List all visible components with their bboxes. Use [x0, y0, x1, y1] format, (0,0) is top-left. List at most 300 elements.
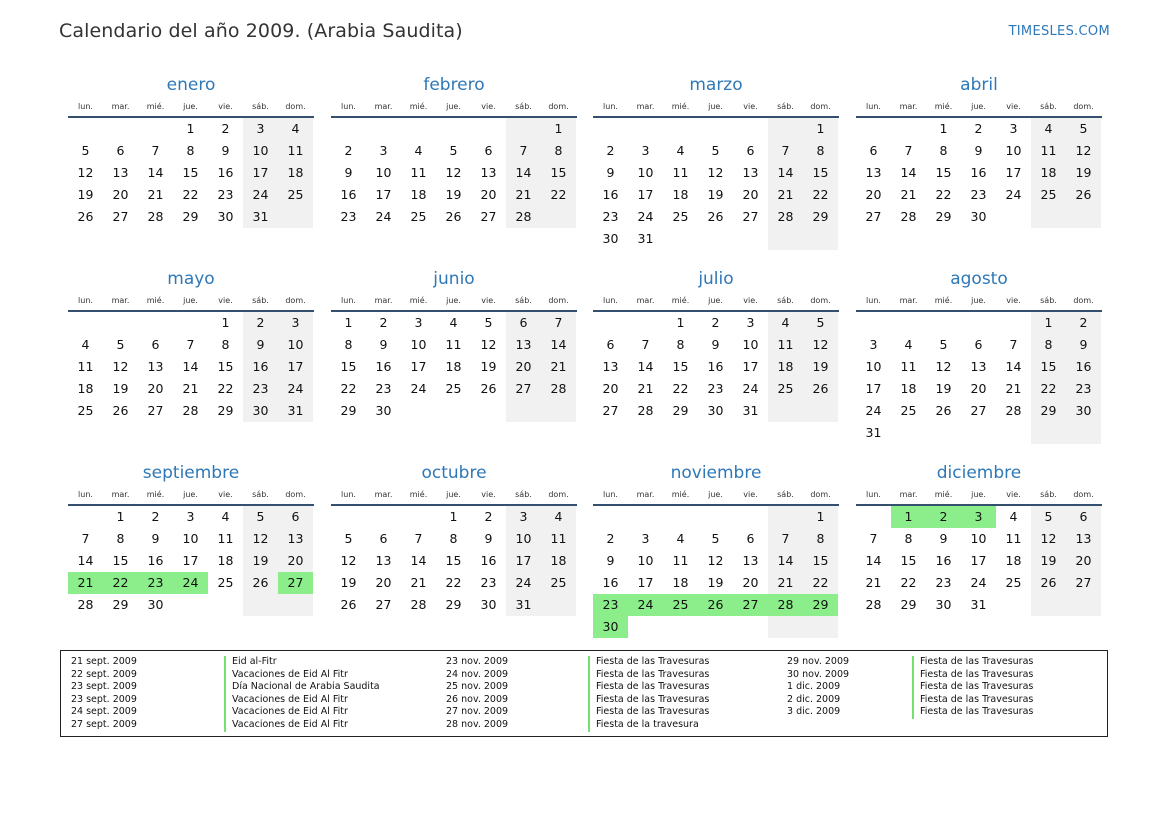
day-cell[interactable]: 31 — [865, 425, 882, 440]
day-cell[interactable]: 2 — [151, 509, 160, 524]
day-cell[interactable]: 9 — [711, 337, 720, 352]
day-cell[interactable]: 15 — [935, 165, 952, 180]
day-cell[interactable]: 10 — [637, 165, 654, 180]
day-cell[interactable]: 20 — [1066, 550, 1101, 572]
day-cell[interactable]: 6 — [506, 312, 541, 334]
day-cell[interactable]: 28 — [1005, 403, 1022, 418]
day-cell[interactable]: 17 — [410, 359, 427, 374]
day-cell[interactable]: 27 — [506, 378, 541, 400]
day-cell[interactable]: 13 — [742, 165, 759, 180]
day-cell[interactable]: 21 — [506, 184, 541, 206]
day-cell[interactable]: 4 — [1031, 118, 1066, 140]
day-cell[interactable]: 8 — [904, 531, 913, 546]
day-cell[interactable]: 17 — [637, 575, 654, 590]
day-cell[interactable]: 27 — [147, 403, 164, 418]
day-cell[interactable]: 31 — [742, 403, 759, 418]
day-cell[interactable]: 4 — [676, 143, 685, 158]
day-cell[interactable]: 16 — [1066, 356, 1101, 378]
day-cell[interactable]: 18 — [672, 187, 689, 202]
day-cell[interactable]: 6 — [746, 143, 755, 158]
day-cell[interactable]: 2 — [221, 121, 230, 136]
day-cell[interactable]: 22 — [340, 381, 357, 396]
day-cell[interactable]: 10 — [865, 359, 882, 374]
day-cell[interactable]: 9 — [974, 143, 983, 158]
day-cell[interactable]: 13 — [1066, 528, 1101, 550]
day-cell[interactable]: 24 — [637, 209, 654, 224]
day-cell[interactable]: 12 — [707, 553, 724, 568]
day-cell[interactable]: 28 — [147, 209, 164, 224]
day-cell[interactable]: 12 — [1066, 140, 1101, 162]
day-cell[interactable]: 27 — [112, 209, 129, 224]
day-cell[interactable]: 7 — [414, 531, 423, 546]
day-cell[interactable]: 21 — [637, 381, 654, 396]
day-cell[interactable]: 22 — [541, 184, 576, 206]
day-cell[interactable]: 18 — [541, 550, 576, 572]
day-cell[interactable]: 29 — [112, 597, 129, 612]
day-cell[interactable]: 7 — [641, 337, 650, 352]
day-cell[interactable]: 4 — [221, 509, 230, 524]
day-cell[interactable]: 5 — [116, 337, 125, 352]
day-cell[interactable]: 20 — [375, 575, 392, 590]
day-cell[interactable]: 18 — [410, 187, 427, 202]
day-cell[interactable]: 10 — [278, 334, 313, 356]
day-cell[interactable]: 21 — [68, 572, 103, 594]
day-cell[interactable]: 25 — [541, 572, 576, 594]
day-cell[interactable]: 10 — [637, 553, 654, 568]
day-cell[interactable]: 24 — [375, 209, 392, 224]
day-cell[interactable]: 14 — [541, 334, 576, 356]
day-cell[interactable]: 18 — [217, 553, 234, 568]
day-cell[interactable]: 1 — [449, 509, 458, 524]
day-cell[interactable]: 8 — [803, 140, 838, 162]
day-cell[interactable]: 19 — [707, 187, 724, 202]
day-cell[interactable]: 9 — [1066, 334, 1101, 356]
day-cell[interactable]: 25 — [217, 575, 234, 590]
day-cell[interactable]: 11 — [445, 337, 462, 352]
day-cell[interactable]: 3 — [641, 143, 650, 158]
day-cell[interactable]: 12 — [707, 165, 724, 180]
day-cell[interactable]: 11 — [672, 553, 689, 568]
day-cell[interactable]: 25 — [278, 184, 313, 206]
day-cell[interactable]: 5 — [1031, 506, 1066, 528]
day-cell[interactable]: 24 — [865, 403, 882, 418]
day-cell[interactable]: 13 — [480, 165, 497, 180]
day-cell[interactable]: 28 — [865, 597, 882, 612]
day-cell[interactable]: 25 — [768, 378, 803, 400]
day-cell[interactable]: 11 — [77, 359, 94, 374]
day-cell[interactable]: 5 — [711, 143, 720, 158]
day-cell[interactable]: 28 — [506, 206, 541, 228]
day-cell[interactable]: 16 — [935, 553, 952, 568]
day-cell[interactable]: 4 — [81, 337, 90, 352]
day-cell[interactable]: 4 — [768, 312, 803, 334]
day-cell[interactable]: 28 — [900, 209, 917, 224]
day-cell[interactable]: 16 — [243, 356, 278, 378]
day-cell[interactable]: 16 — [147, 553, 164, 568]
day-cell[interactable]: 18 — [1005, 553, 1022, 568]
day-cell[interactable]: 11 — [410, 165, 427, 180]
day-cell[interactable]: 7 — [1009, 337, 1018, 352]
day-cell[interactable]: 2 — [974, 121, 983, 136]
day-cell[interactable]: 20 — [742, 187, 759, 202]
day-cell[interactable]: 6 — [974, 337, 983, 352]
day-cell[interactable]: 7 — [904, 143, 913, 158]
day-cell[interactable]: 1 — [344, 315, 353, 330]
day-cell[interactable]: 16 — [375, 359, 392, 374]
day-cell[interactable]: 20 — [480, 187, 497, 202]
day-cell[interactable]: 6 — [379, 531, 388, 546]
day-cell[interactable]: 17 — [637, 187, 654, 202]
day-cell[interactable]: 6 — [278, 506, 313, 528]
day-cell[interactable]: 5 — [449, 143, 458, 158]
day-cell[interactable]: 25 — [77, 403, 94, 418]
day-cell[interactable]: 31 — [243, 206, 278, 228]
day-cell[interactable]: 5 — [243, 506, 278, 528]
day-cell[interactable]: 2 — [1066, 312, 1101, 334]
day-cell[interactable]: 24 — [410, 381, 427, 396]
day-cell[interactable]: 28 — [541, 378, 576, 400]
day-cell[interactable]: 4 — [278, 118, 313, 140]
day-cell[interactable]: 29 — [900, 597, 917, 612]
day-cell[interactable]: 14 — [77, 553, 94, 568]
day-cell[interactable]: 20 — [865, 187, 882, 202]
day-cell[interactable]: 7 — [541, 312, 576, 334]
day-cell[interactable]: 31 — [637, 231, 654, 246]
day-cell[interactable]: 11 — [672, 165, 689, 180]
day-cell[interactable]: 12 — [935, 359, 952, 374]
day-cell[interactable]: 23 — [217, 187, 234, 202]
day-cell[interactable]: 28 — [410, 597, 427, 612]
day-cell[interactable]: 14 — [637, 359, 654, 374]
day-cell[interactable]: 19 — [707, 575, 724, 590]
day-cell[interactable]: 12 — [112, 359, 129, 374]
day-cell[interactable]: 13 — [147, 359, 164, 374]
day-cell[interactable]: 14 — [768, 162, 803, 184]
day-cell[interactable]: 22 — [445, 575, 462, 590]
day-cell[interactable]: 19 — [243, 550, 278, 572]
day-cell[interactable]: 30 — [243, 400, 278, 422]
day-cell[interactable]: 11 — [900, 359, 917, 374]
day-cell[interactable]: 14 — [506, 162, 541, 184]
day-cell[interactable]: 15 — [803, 550, 838, 572]
day-cell[interactable]: 30 — [147, 597, 164, 612]
day-cell[interactable]: 8 — [541, 140, 576, 162]
day-cell[interactable]: 1 — [1031, 312, 1066, 334]
day-cell[interactable]: 17 — [970, 553, 987, 568]
day-cell[interactable]: 20 — [278, 550, 313, 572]
day-cell[interactable]: 26 — [480, 381, 497, 396]
day-cell[interactable]: 13 — [602, 359, 619, 374]
day-cell[interactable]: 14 — [768, 550, 803, 572]
day-cell[interactable]: 28 — [637, 403, 654, 418]
day-cell[interactable]: 9 — [484, 531, 493, 546]
day-cell[interactable]: 12 — [77, 165, 94, 180]
day-cell[interactable]: 26 — [112, 403, 129, 418]
day-cell[interactable]: 25 — [445, 381, 462, 396]
day-cell[interactable]: 27 — [733, 594, 768, 616]
day-cell[interactable]: 4 — [541, 506, 576, 528]
day-cell[interactable]: 23 — [602, 209, 619, 224]
day-cell[interactable]: 9 — [344, 165, 353, 180]
day-cell[interactable]: 25 — [1031, 184, 1066, 206]
day-cell[interactable]: 26 — [77, 209, 94, 224]
day-cell[interactable]: 24 — [970, 575, 987, 590]
day-cell[interactable]: 27 — [742, 209, 759, 224]
day-cell[interactable]: 11 — [278, 140, 313, 162]
day-cell[interactable]: 21 — [182, 381, 199, 396]
day-cell[interactable]: 16 — [970, 165, 987, 180]
day-cell[interactable]: 15 — [1031, 356, 1066, 378]
day-cell[interactable]: 16 — [480, 553, 497, 568]
day-cell[interactable]: 16 — [217, 165, 234, 180]
day-cell[interactable]: 23 — [935, 575, 952, 590]
day-cell[interactable]: 3 — [506, 506, 541, 528]
day-cell[interactable]: 27 — [278, 572, 313, 594]
day-cell[interactable]: 17 — [865, 381, 882, 396]
day-cell[interactable]: 6 — [746, 531, 755, 546]
day-cell[interactable]: 20 — [506, 356, 541, 378]
day-cell[interactable]: 12 — [445, 165, 462, 180]
day-cell[interactable]: 21 — [1005, 381, 1022, 396]
day-cell[interactable]: 30 — [935, 597, 952, 612]
day-cell[interactable]: 10 — [410, 337, 427, 352]
day-cell[interactable]: 29 — [182, 209, 199, 224]
day-cell[interactable]: 15 — [541, 162, 576, 184]
day-cell[interactable]: 8 — [186, 143, 195, 158]
day-cell[interactable]: 22 — [672, 381, 689, 396]
day-cell[interactable]: 22 — [803, 184, 838, 206]
day-cell[interactable]: 26 — [698, 594, 733, 616]
day-cell[interactable]: 16 — [707, 359, 724, 374]
day-cell[interactable]: 12 — [1031, 528, 1066, 550]
day-cell[interactable]: 29 — [1031, 400, 1066, 422]
day-cell[interactable]: 18 — [445, 359, 462, 374]
day-cell[interactable]: 29 — [803, 206, 838, 228]
day-cell[interactable]: 18 — [768, 356, 803, 378]
day-cell[interactable]: 15 — [900, 553, 917, 568]
day-cell[interactable]: 19 — [1066, 162, 1101, 184]
day-cell[interactable]: 7 — [768, 528, 803, 550]
day-cell[interactable]: 14 — [865, 553, 882, 568]
day-cell[interactable]: 13 — [506, 334, 541, 356]
day-cell[interactable]: 29 — [217, 403, 234, 418]
day-cell[interactable]: 22 — [103, 572, 138, 594]
day-cell[interactable]: 30 — [375, 403, 392, 418]
day-cell[interactable]: 19 — [1031, 550, 1066, 572]
day-cell[interactable]: 5 — [711, 531, 720, 546]
day-cell[interactable]: 3 — [186, 509, 195, 524]
day-cell[interactable]: 17 — [375, 187, 392, 202]
day-cell[interactable]: 29 — [803, 594, 838, 616]
day-cell[interactable]: 17 — [182, 553, 199, 568]
day-cell[interactable]: 26 — [1066, 184, 1101, 206]
day-cell[interactable]: 27 — [970, 403, 987, 418]
day-cell[interactable]: 25 — [672, 209, 689, 224]
day-cell[interactable]: 6 — [1066, 506, 1101, 528]
day-cell[interactable]: 4 — [449, 315, 458, 330]
day-cell[interactable]: 13 — [375, 553, 392, 568]
day-cell[interactable]: 2 — [606, 531, 615, 546]
day-cell[interactable]: 2 — [606, 143, 615, 158]
day-cell[interactable]: 11 — [541, 528, 576, 550]
day-cell[interactable]: 1 — [186, 121, 195, 136]
day-cell[interactable]: 26 — [340, 597, 357, 612]
day-cell[interactable]: 3 — [1009, 121, 1018, 136]
day-cell[interactable]: 10 — [506, 528, 541, 550]
day-cell[interactable]: 10 — [970, 531, 987, 546]
day-cell[interactable]: 23 — [480, 575, 497, 590]
day-cell[interactable]: 19 — [803, 356, 838, 378]
day-cell[interactable]: 15 — [445, 553, 462, 568]
day-cell[interactable]: 30 — [480, 597, 497, 612]
day-cell[interactable]: 3 — [961, 506, 996, 528]
day-cell[interactable]: 5 — [939, 337, 948, 352]
day-cell[interactable]: 2 — [711, 315, 720, 330]
day-cell[interactable]: 16 — [602, 575, 619, 590]
day-cell[interactable]: 15 — [340, 359, 357, 374]
day-cell[interactable]: 29 — [672, 403, 689, 418]
day-cell[interactable]: 3 — [641, 531, 650, 546]
day-cell[interactable]: 14 — [410, 553, 427, 568]
day-cell[interactable]: 24 — [506, 572, 541, 594]
day-cell[interactable]: 13 — [865, 165, 882, 180]
day-cell[interactable]: 22 — [1031, 378, 1066, 400]
day-cell[interactable]: 13 — [112, 165, 129, 180]
day-cell[interactable]: 23 — [138, 572, 173, 594]
day-cell[interactable]: 13 — [278, 528, 313, 550]
day-cell[interactable]: 2 — [484, 509, 493, 524]
day-cell[interactable]: 28 — [77, 597, 94, 612]
day-cell[interactable]: 7 — [151, 143, 160, 158]
day-cell[interactable]: 2 — [379, 315, 388, 330]
day-cell[interactable]: 9 — [221, 143, 230, 158]
day-cell[interactable]: 19 — [480, 359, 497, 374]
day-cell[interactable]: 26 — [243, 572, 278, 594]
day-cell[interactable]: 4 — [676, 531, 685, 546]
day-cell[interactable]: 24 — [173, 572, 208, 594]
day-cell[interactable]: 20 — [742, 575, 759, 590]
day-cell[interactable]: 20 — [112, 187, 129, 202]
day-cell[interactable]: 13 — [742, 553, 759, 568]
day-cell[interactable]: 15 — [182, 165, 199, 180]
day-cell[interactable]: 26 — [803, 378, 838, 400]
day-cell[interactable]: 6 — [116, 143, 125, 158]
day-cell[interactable]: 1 — [676, 315, 685, 330]
day-cell[interactable]: 10 — [243, 140, 278, 162]
day-cell[interactable]: 22 — [803, 572, 838, 594]
day-cell[interactable]: 11 — [217, 531, 234, 546]
day-cell[interactable]: 26 — [445, 209, 462, 224]
day-cell[interactable]: 8 — [116, 531, 125, 546]
day-cell[interactable]: 7 — [81, 531, 90, 546]
day-cell[interactable]: 8 — [344, 337, 353, 352]
day-cell[interactable]: 21 — [865, 575, 882, 590]
day-cell[interactable]: 7 — [768, 140, 803, 162]
day-cell[interactable]: 22 — [182, 187, 199, 202]
day-cell[interactable]: 19 — [112, 381, 129, 396]
day-cell[interactable]: 4 — [414, 143, 423, 158]
day-cell[interactable]: 25 — [410, 209, 427, 224]
day-cell[interactable]: 20 — [970, 381, 987, 396]
day-cell[interactable]: 6 — [606, 337, 615, 352]
day-cell[interactable]: 13 — [970, 359, 987, 374]
day-cell[interactable]: 3 — [414, 315, 423, 330]
day-cell[interactable]: 2 — [344, 143, 353, 158]
day-cell[interactable]: 9 — [151, 531, 160, 546]
day-cell[interactable]: 1 — [541, 118, 576, 140]
day-cell[interactable]: 8 — [676, 337, 685, 352]
day-cell[interactable]: 21 — [147, 187, 164, 202]
day-cell[interactable]: 19 — [340, 575, 357, 590]
day-cell[interactable]: 12 — [480, 337, 497, 352]
day-cell[interactable]: 17 — [506, 550, 541, 572]
day-cell[interactable]: 4 — [904, 337, 913, 352]
day-cell[interactable]: 23 — [1066, 378, 1101, 400]
day-cell[interactable]: 30 — [602, 231, 619, 246]
day-cell[interactable]: 18 — [278, 162, 313, 184]
day-cell[interactable]: 6 — [484, 143, 493, 158]
day-cell[interactable]: 11 — [1005, 531, 1022, 546]
day-cell[interactable]: 25 — [900, 403, 917, 418]
day-cell[interactable]: 30 — [1066, 400, 1101, 422]
day-cell[interactable]: 5 — [803, 312, 838, 334]
day-cell[interactable]: 17 — [243, 162, 278, 184]
day-cell[interactable]: 31 — [506, 594, 541, 616]
day-cell[interactable]: 20 — [147, 381, 164, 396]
day-cell[interactable]: 3 — [243, 118, 278, 140]
day-cell[interactable]: 9 — [243, 334, 278, 356]
day-cell[interactable]: 20 — [602, 381, 619, 396]
day-cell[interactable]: 7 — [869, 531, 878, 546]
day-cell[interactable]: 10 — [375, 165, 392, 180]
day-cell[interactable]: 14 — [900, 165, 917, 180]
day-cell[interactable]: 8 — [939, 143, 948, 158]
day-cell[interactable]: 21 — [900, 187, 917, 202]
day-cell[interactable]: 23 — [593, 594, 628, 616]
day-cell[interactable]: 5 — [1066, 118, 1101, 140]
day-cell[interactable]: 2 — [926, 506, 961, 528]
day-cell[interactable]: 14 — [147, 165, 164, 180]
day-cell[interactable]: 7 — [506, 140, 541, 162]
day-cell[interactable]: 18 — [1031, 162, 1066, 184]
day-cell[interactable]: 8 — [803, 528, 838, 550]
day-cell[interactable]: 6 — [151, 337, 160, 352]
day-cell[interactable]: 28 — [182, 403, 199, 418]
day-cell[interactable]: 16 — [340, 187, 357, 202]
day-cell[interactable]: 6 — [869, 143, 878, 158]
day-cell[interactable]: 3 — [869, 337, 878, 352]
day-cell[interactable]: 24 — [1005, 187, 1022, 202]
day-cell[interactable]: 27 — [1066, 572, 1101, 594]
day-cell[interactable]: 8 — [1031, 334, 1066, 356]
day-cell[interactable]: 21 — [768, 572, 803, 594]
day-cell[interactable]: 5 — [484, 315, 493, 330]
day-cell[interactable]: 15 — [112, 553, 129, 568]
day-cell[interactable]: 3 — [746, 315, 755, 330]
day-cell[interactable]: 23 — [340, 209, 357, 224]
day-cell[interactable]: 28 — [768, 594, 803, 616]
day-cell[interactable]: 24 — [243, 184, 278, 206]
day-cell[interactable]: 10 — [1005, 143, 1022, 158]
day-cell[interactable]: 24 — [742, 381, 759, 396]
day-cell[interactable]: 25 — [663, 594, 698, 616]
day-cell[interactable]: 1 — [221, 315, 230, 330]
day-cell[interactable]: 11 — [768, 334, 803, 356]
day-cell[interactable]: 29 — [340, 403, 357, 418]
day-cell[interactable]: 18 — [672, 575, 689, 590]
day-cell[interactable]: 17 — [1005, 165, 1022, 180]
day-cell[interactable]: 12 — [243, 528, 278, 550]
